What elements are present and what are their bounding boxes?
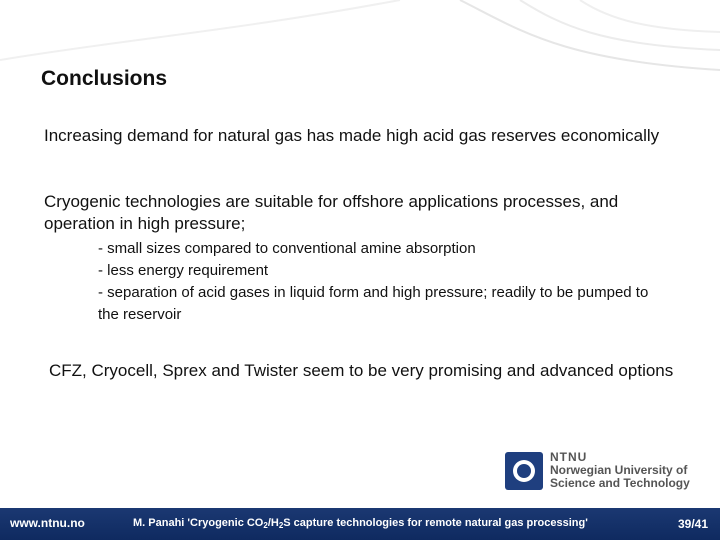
ntnu-logo-icon	[505, 452, 543, 490]
logo-line-1: NTNU	[550, 450, 588, 464]
logo-line-2: Norwegian University of	[550, 463, 688, 477]
list-item: - separation of acid gases in liquid form and high pressure; readily to be pumped to the reservoir	[98, 284, 649, 323]
bullet-list	[98, 238, 658, 326]
conclusion-paragraph-3: CFZ, Cryocell, Sprex and Twister seem to be very promising and advanced options	[49, 361, 674, 380]
footer-bar	[0, 508, 720, 540]
conclusion-paragraph-1: Increasing demand for natural gas has made high acid gas reserves economically	[44, 126, 660, 145]
ntnu-logo-text	[550, 451, 690, 490]
list-item: - less energy requirement	[98, 262, 269, 279]
conclusion-paragraph-2: Cryogenic technologies are suitable for offshore applications processes, and operation in high pressure;	[44, 192, 619, 233]
page-number: 39/41	[677, 517, 708, 531]
footer-url[interactable]: www.ntnu.no	[10, 516, 85, 530]
slide-title: Conclusions	[41, 67, 168, 90]
list-item: - small sizes compared to conventional amine absorption	[98, 240, 476, 257]
logo-line-3: Science and Technology	[550, 476, 690, 490]
footer-citation: M. Panahi 'Cryogenic $CO_2/H_2S$ capture technologies for remote natural gas processing'	[133, 517, 588, 530]
